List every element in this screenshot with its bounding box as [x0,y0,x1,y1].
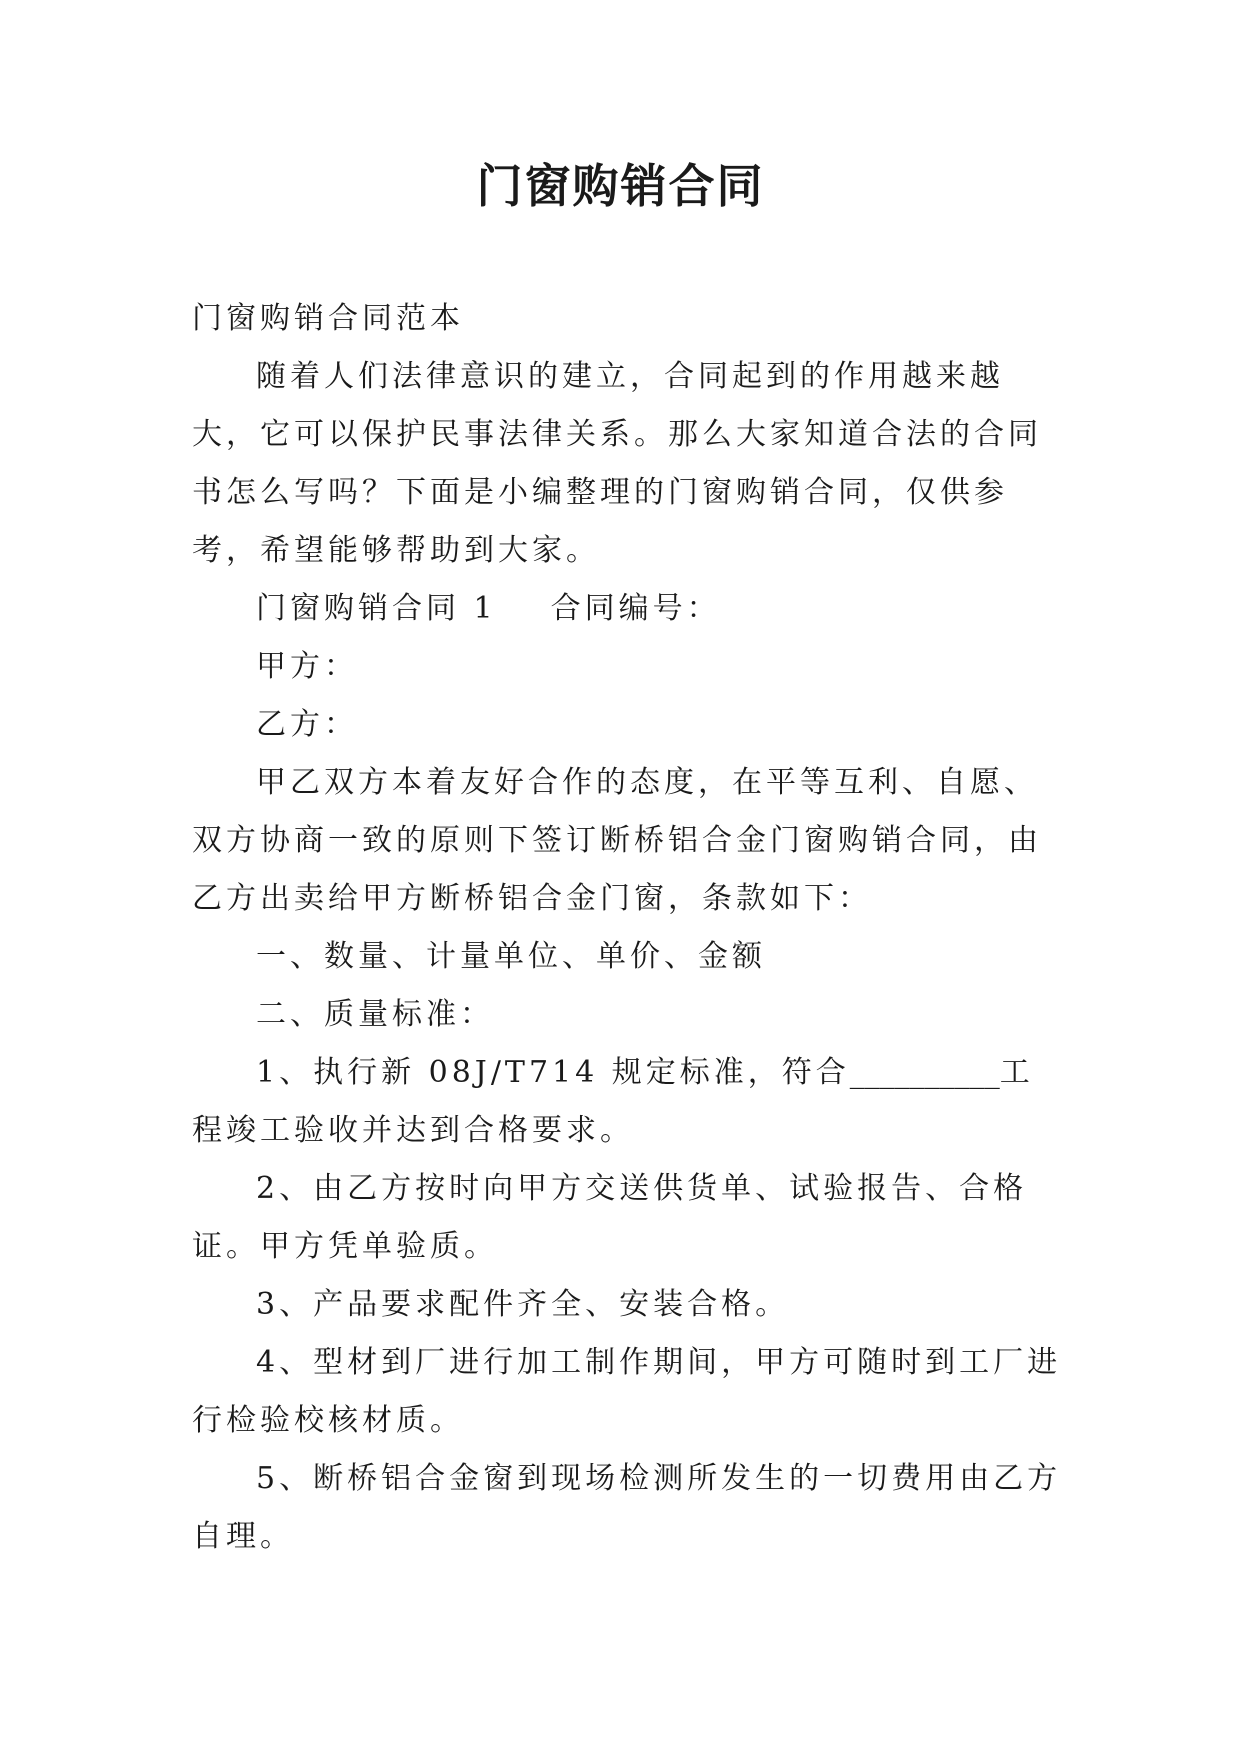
clause-item-3: 3、产品要求配件齐全、安装合格。 [256,1287,790,1322]
fill-in-blank: __________ [849,1055,1000,1090]
clause-item-2: 2、由乙方按时向甲方交送供货单、试验报告、合格证。甲方凭单验质。 [192,1171,1028,1264]
contract-heading-line [192,580,1062,638]
contract-heading: 门窗购销合同 1 [256,591,497,626]
contract-number-label: 合同编号： [550,591,721,626]
subtitle: 门窗购销合同范本 [192,301,464,336]
document-body [192,290,1062,1566]
clause-item-1-text: 1、执行新 08J/T714 规定标准，符合 [256,1055,850,1090]
preamble-paragraph: 甲乙双方本着友好合作的态度，在平等互利、自愿、双方协商一致的原则下签订断桥铝合金门窗购销合同，由乙方出卖给甲方断桥铝合金门窗，条款如下： [192,765,1042,916]
section-heading-1: 一、数量、计量单位、单价、金额 [256,939,766,974]
clause-item-4: 4、型材到厂进行加工制作期间，甲方可随时到工厂进行检验校核材质。 [192,1345,1062,1438]
intro-paragraph: 随着人们法律意识的建立，合同起到的作用越来越大，它可以保护民事法律关系。那么大家知道合法的合同书怎么写吗？下面是小编整理的门窗购销合同，仅供参考，希望能够帮助到大家。 [192,359,1042,568]
clause-item-1 [192,1044,1062,1160]
document-title: 门窗购销合同 [476,159,765,213]
party-a-label: 甲方： [256,649,358,684]
clause-item-1-rest: 工程竣工验收并达到合格要求。 [192,1055,1034,1148]
clause-item-5: 5、断桥铝合金窗到现场检测所发生的一切费用由乙方自理。 [192,1461,1062,1554]
party-b-label: 乙方： [256,707,358,742]
section-heading-2: 二、质量标准： [256,997,494,1032]
